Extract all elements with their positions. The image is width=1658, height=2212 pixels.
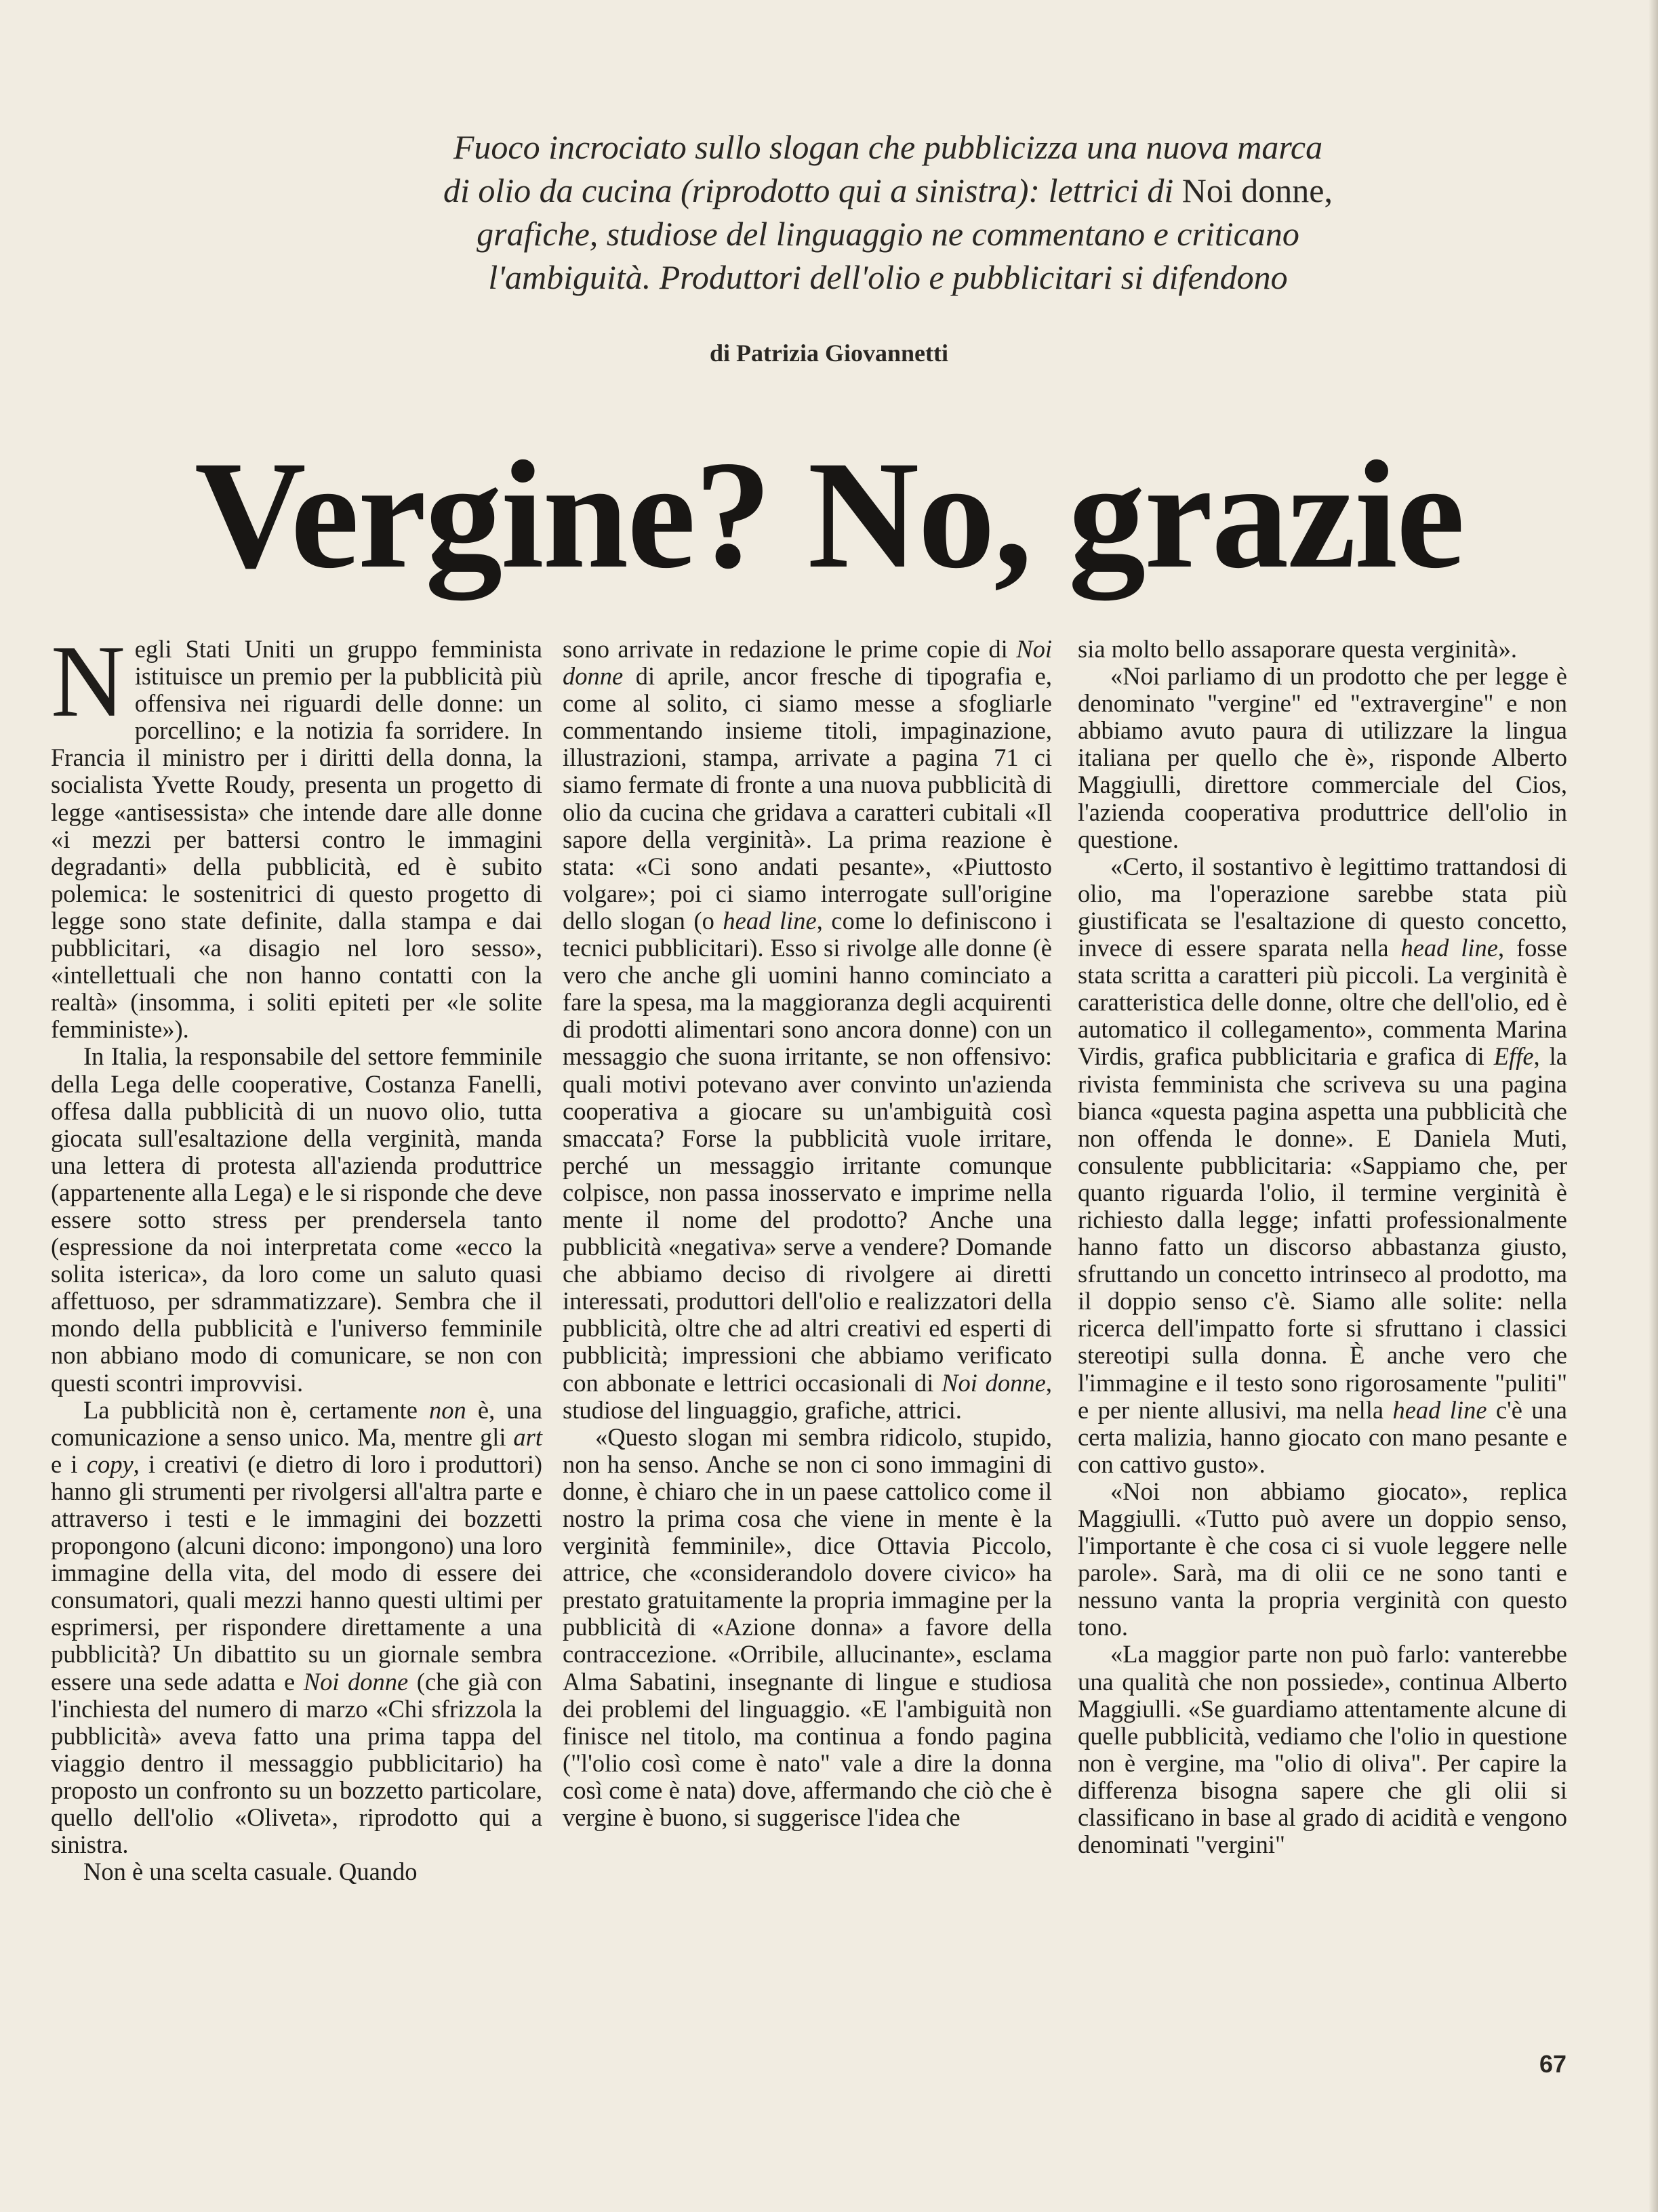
text-run: sono arrivate in redazione le prime copie di — [563, 635, 1017, 663]
paragraph-text: egli Stati Uniti un gruppo femminista istituisce un premio per la pubblicità più offensiva nei riguardi delle donne: un porcellino; e la notizia fa sorridere. In Francia il ministro per i diritti della donna, la socialista Yvette Roudy, presenta un progetto di legge «antisessista» che intende dare alle donne «i mezzi per battersi contro le immagini degradanti» della pubblicità, ed è subito polemica: le sostenitrici di questo progetto di legge sono state definite, dalla stampa e dai pubblicitari, «a disagio nel loro sesso», «intellettuali che non hanno contatti con la realtà» (insomma, i soliti epiteti per «le solite femministe»). — [51, 635, 542, 1044]
italic-run: art — [513, 1422, 542, 1451]
text-run: , fosse stata scritta a caratteri più piccoli. La verginità è caratteristica delle donne, oltre che dell'olio, ed è automatico il collegamento», commenta Marina Virdis, grafica pubblicitaria e grafica di — [1078, 934, 1568, 1071]
italic-run: Effe — [1493, 1042, 1534, 1071]
text-run: c'è una certa malizia, hanno giocato con mano pesante e con cattivo gusto». — [1078, 1395, 1567, 1478]
intro-standfirst — [258, 125, 1518, 299]
text-run: , studiose del linguaggio, grafiche, attrici. — [563, 1368, 1052, 1424]
italic-run: head line — [1400, 934, 1498, 962]
intro-line-2 — [258, 169, 1518, 212]
italic-run: head line — [723, 906, 817, 935]
intro-line-2-text: di olio da cucina (riprodotto qui a sinistra): lettrici di — [443, 171, 1174, 209]
intro-line-4: l'ambiguità. Produttori dell'olio e pubblicitari si difendono — [488, 258, 1288, 296]
intro-line-1: Fuoco incrociato sullo slogan che pubblicizza una nuova marca — [453, 128, 1323, 166]
intro-magazine-name: Noi donne, — [1181, 171, 1333, 209]
text-run: , i creativi (e dietro di loro i produttori) hanno gli strumenti per rivolgersi all'altra parte e attraverso i testi e le immagini dei bozzetti propongono (alcuni dicono: impongono) una loro immagine della vita, del modo di essere dei consumatori, quali mezzi hanno questi ultimi per esprimersi, per rispondere direttamente a una pubblicità? Un dibattito su un giornale sembra essere una sede adatta e — [51, 1450, 542, 1696]
text-run: è, una comunicazione a senso unico. Ma, mentre gli — [51, 1395, 542, 1451]
italic-run: copy — [86, 1450, 134, 1478]
article-column-3 — [1078, 636, 1567, 1858]
article-column-1 — [51, 624, 542, 1886]
text-run: La pubblicità non è, certamente — [83, 1395, 430, 1424]
text-run: e i — [51, 1450, 87, 1478]
italic-run: Noi donne — [303, 1667, 409, 1696]
text-run: , la rivista femminista che scriveva su una pagina bianca «questa pagina aspetta una pubblicità che non offenda le donne». E Daniela Muti, consulente pubblicitaria: «Sappiamo che, per quanto riguarda l'olio, il termine verginità è richiesto dalla legge; infatti professionalmente hanno fatto un discorso abbastanza giusto, sfruttando un concetto intrinseco al prodotto, ma il doppio senso c'è. Siamo alle solite: nella ricerca dell'impatto forte si sfruttano i classici stereotipi sulla donna. È anche vero che l'immagine e il testo sono rigorosamente "puliti" e per niente allusivi, ma nella — [1078, 1042, 1567, 1424]
drop-cap: N — [51, 624, 125, 738]
paragraph — [1078, 853, 1567, 1478]
paragraph — [51, 624, 542, 1044]
article-column-2 — [563, 636, 1052, 1831]
paragraph: «Noi non abbiamo giocato», replica Maggiulli. «Tutto può avere un doppio senso, l'importante è che cosa ci si vuole leggere nelle parole». Sarà, ma di olii ce ne sono tanti e nessuno vanta la propria verginità con questo tono. — [1078, 1477, 1567, 1641]
italic-run: Noi donne — [563, 635, 1052, 691]
paragraph: «Noi parliamo di un prodotto che per legge è denominato "vergine" ed "extravergine" e non abbiamo avuto paura di utilizzare la lingua italiana per quello che è», risponde Alberto Maggiulli, direttore commerciale del Cios, l'azienda cooperativa produttrice dell'olio in questione. — [1078, 662, 1567, 853]
paragraph: Non è una scelta casuale. Quando — [83, 1858, 418, 1886]
intro-line-3: grafiche, studiose del linguaggio ne commentano e criticano — [477, 215, 1299, 253]
headline: Vergine? No, grazie — [194, 430, 1464, 600]
paragraph: In Italia, la responsabile del settore femminile della Lega delle cooperative, Costanza Fanelli, offesa dalla pubblicità di un nuovo olio, tutta giocata sull'esaltazione della verginità, manda una lettera di protesta all'azienda produttrice (appartenente alla Lega) e le si risponde che deve essere sotto stress per prendersela tanto (espressione da noi interpretata come «ecco la solita isterica», da loro come un saluto quasi affettuoso, per sdrammatizzare). Sembra che il mondo della pubblicità e l'universo femminile non abbiano modo di comunicare, se non con questi scontri improvvisi. — [51, 1042, 542, 1397]
text-run: «Certo, il sostantivo è legittimo trattandosi di olio, ma l'operazione sarebbe stata più giustificata se l'esaltazione di questo concetto, invece di essere sparata nella — [1078, 852, 1567, 962]
italic-run: Noi donne — [942, 1368, 1046, 1397]
italic-run: head line — [1392, 1395, 1487, 1424]
text-run: di aprile, ancor fresche di tipografia e, come al solito, ci siamo messe a sfogliarle commentando insieme titoli, impaginazione, illustrazioni, stampa, arrivate a pagina 71 ci siamo fermate di fronte a una nuova pubblicità di olio da cucina che gridava a caratteri cubitali «Il sapore della verginità». La prima reazione è stata: «Ci sono andati pesante», «Piuttosto volgare»; poi ci siamo interrogate sull'origine dello slogan (o — [563, 662, 1052, 935]
paragraph: «La maggior parte non può farlo: vanterebbe una qualità che non possiede», continua Alberto Maggiulli. «Se guardiamo attentamente alcune di quelle pubblicità, vediamo che l'olio in questione non è vergine, ma "olio di oliva". Per capire la differenza bisogna sapere che gli olii si classificano in base al grado di acidità e vengono denominati "vergini" — [1078, 1640, 1567, 1859]
page-number: 67 — [1539, 2050, 1566, 2078]
paragraph — [563, 636, 1052, 1424]
paragraph: «Questo slogan mi sembra ridicolo, stupido, non ha senso. Anche se non ci sono immagini di donne, è chiaro che in un paese cattolico come il nostro la prima cosa che viene in mente è la verginità femminile», dice Ottavia Piccolo, attrice, che «considerandolo dovere civico» ha prestato gratuitamente la propria immagine per la pubblicità di «Azione donna» a favore della contraccezione. «Orribile, allucinante», esclama Alma Sabatini, insegnante di lingue e studiosa dei problemi del linguaggio. «E l'ambiguità non finisce nel titolo, ma continua a fondo pagina ("l'olio così come è nato" vale a dire la donna così come è nata) dove, affermando che ciò che è vergine è buono, si suggerisce l'idea che — [563, 1422, 1052, 1832]
paragraph: sia molto bello assaporare questa verginità». — [1078, 635, 1518, 663]
text-run: (che già con l'inchiesta del numero di marzo «Chi sfrizzola la pubblicità» aveva fatto una prima tappa del viaggio dentro il messaggio pubblicitario) ha proposto un confronto su un bozzetto particolare, quello dell'olio «Oliveta», riprodotto qui a sinistra. — [51, 1667, 542, 1859]
page-edge-shadow — [1649, 0, 1658, 2212]
byline: di Patrizia Giovannetti — [710, 340, 948, 367]
italic-run: non — [429, 1395, 466, 1424]
text-run: , come lo definiscono i tecnici pubblicitari). Esso si rivolge alle donne (è vero che anche gli uomini hanno cominciato a fare la spesa, ma la maggioranza degli acquirenti di prodotti alimentari sono ancora donne) con un messaggio che suona irritante, se non offensivo: quali motivi potevano aver convinto un'azienda cooperativa a giocare su un'ambiguità così smaccata? Forse la pubblicità vuole irritare, perché un messaggio irritante comunque colpisce, non passa inosservato e imprime nella mente il nome del prodotto? Anche una pubblicità «negativa» serve a vendere? Domande che abbiamo deciso di rivolgere ai diretti interessati, produttori dell'olio e realizzatori della pubblicità, oltre che ad altri creativi ed esperti di pubblicità; impressioni che abbiamo verificato con abbonate e lettrici occasionali di — [563, 906, 1052, 1397]
paragraph — [51, 1397, 542, 1859]
